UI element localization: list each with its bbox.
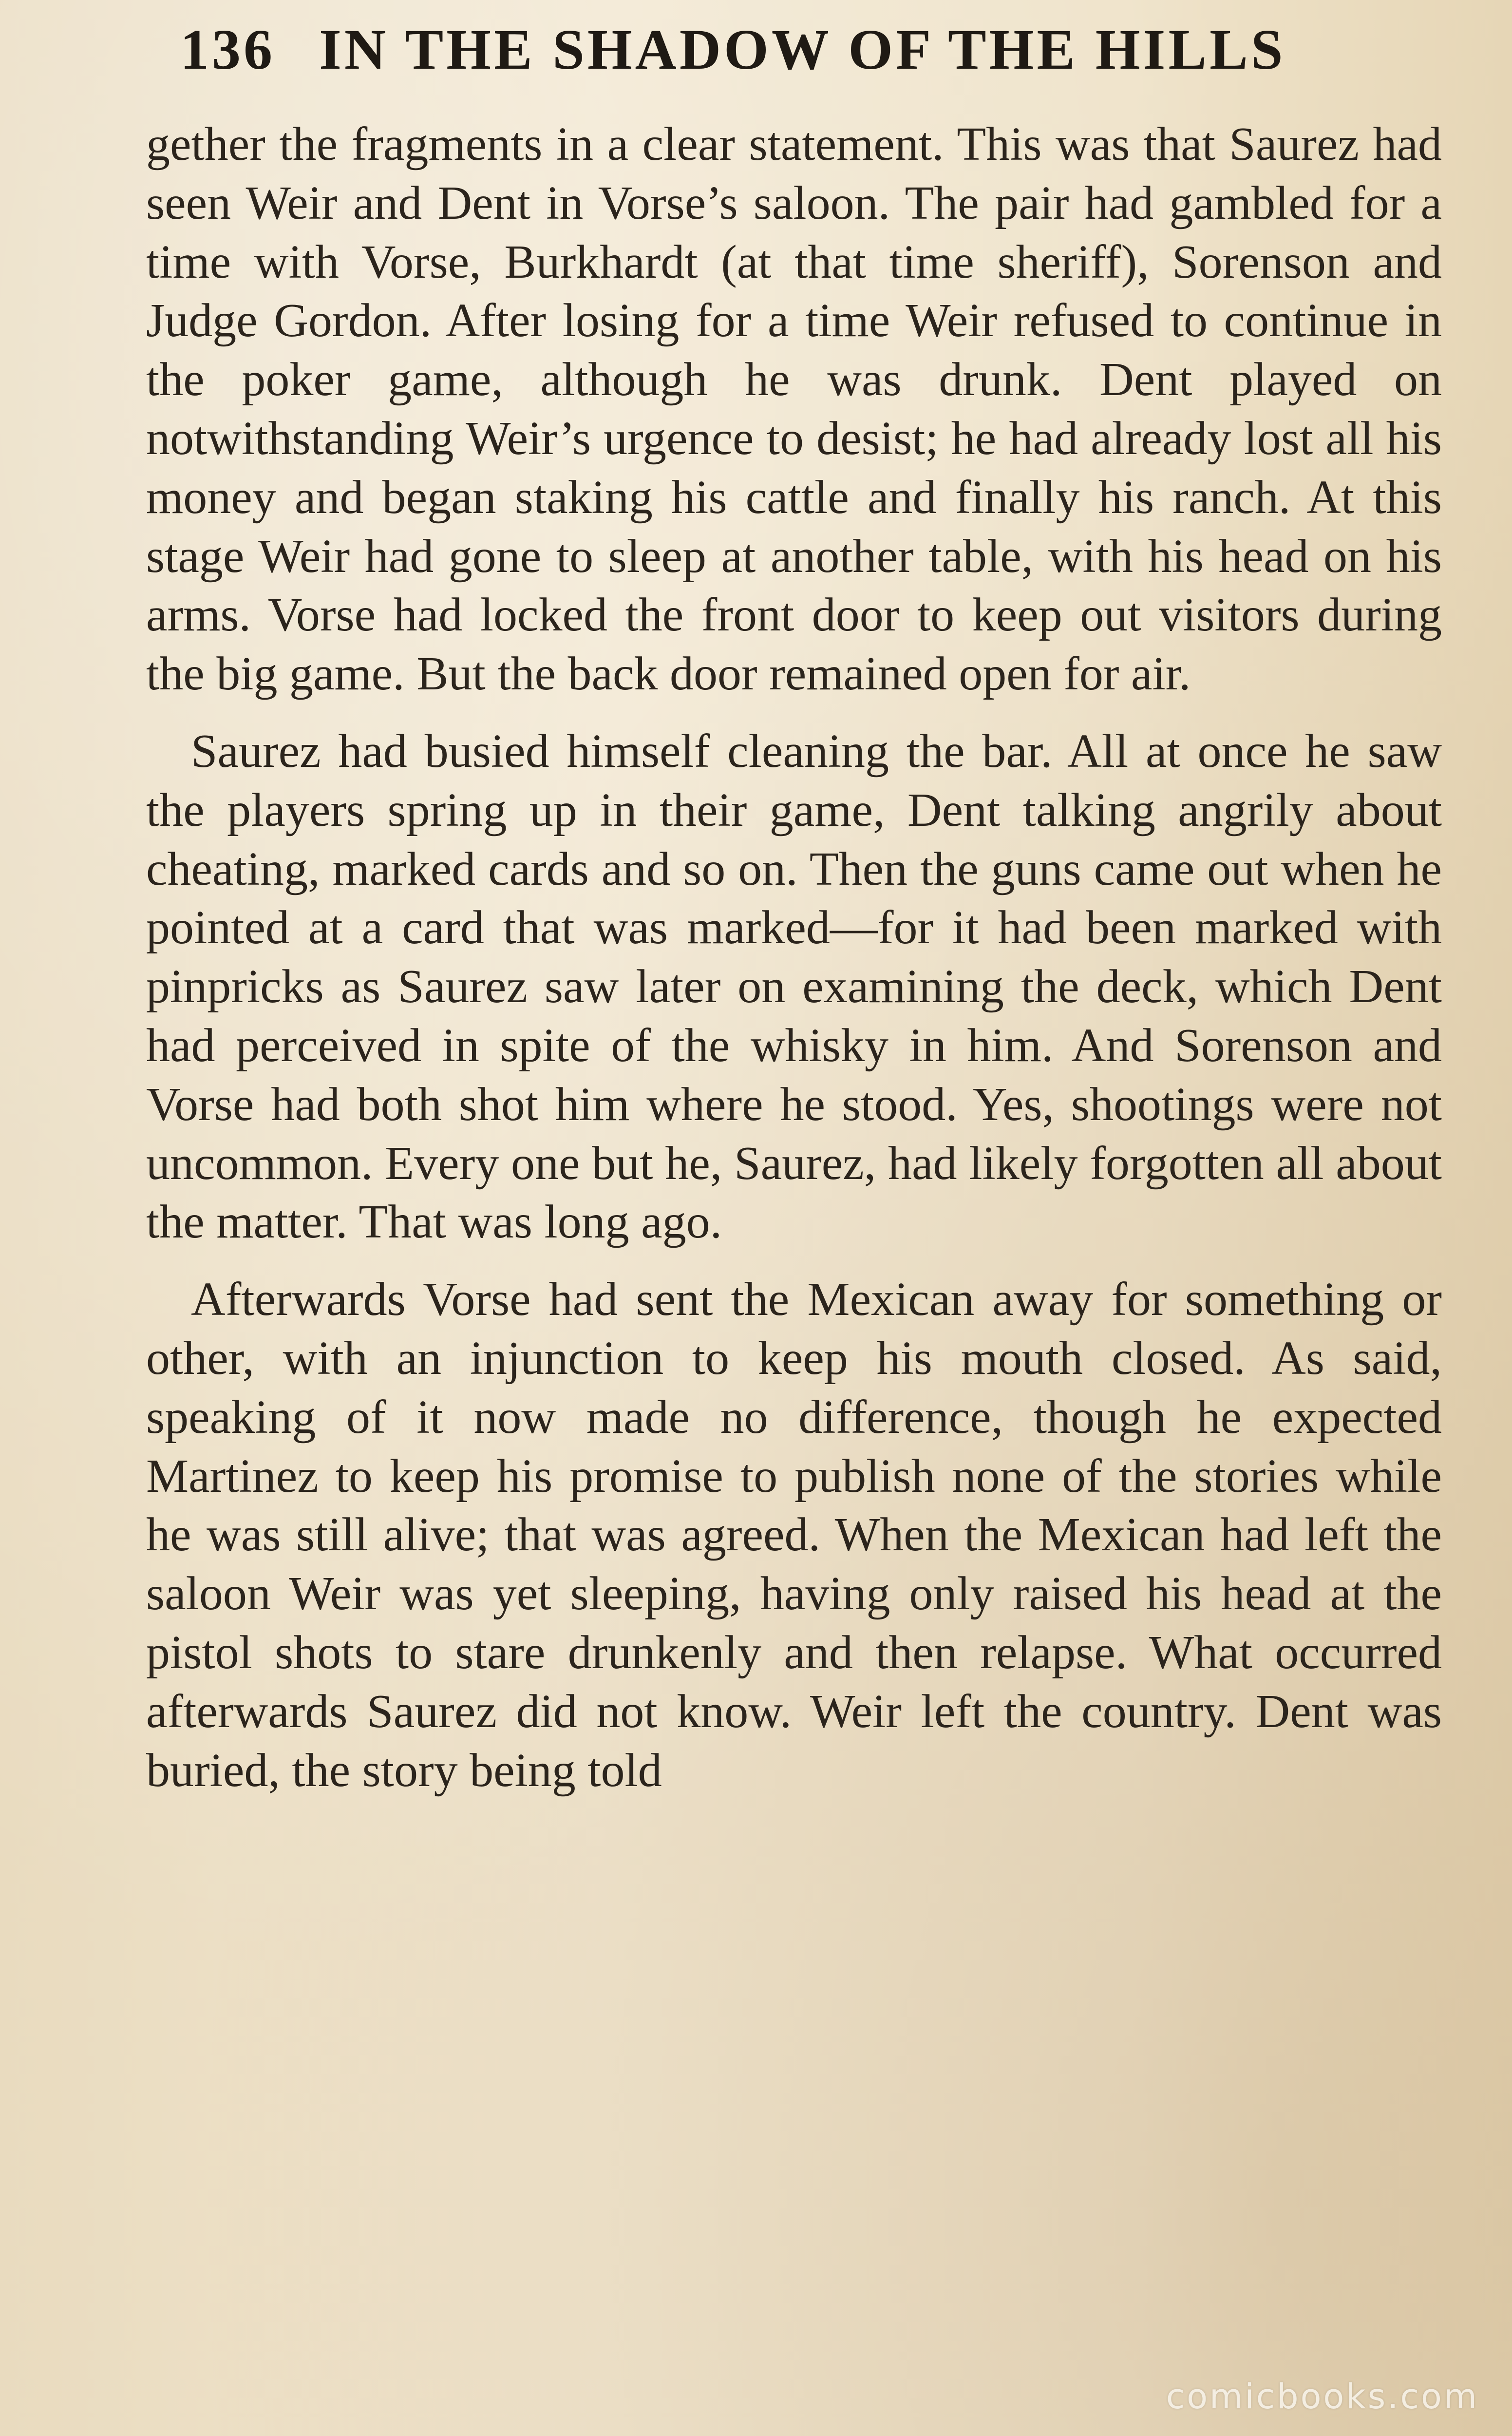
watermark: comicbooks.com xyxy=(1166,2377,1479,2417)
page-header xyxy=(180,17,1447,90)
paragraph-3: Afterwards Vorse had sent the Mexican away for something or other, with an injunction to keep his mouth closed. As said, speaking of it now made no difference, though he expected Martinez to keep his promise to publish none of the stories while he was still alive; that was agreed. When the Mexican had left the saloon Weir was yet sleeping, having only raised his head at the pistol shots to stare drunkenly and then relapse. What occurred afterwards Saurez did not know. Weir left the country. Dent was buried, the story being told xyxy=(146,1273,1442,1797)
paragraph-2: Saurez had busied himself cleaning the bar. All at once he saw the players spring up in their game, Dent talking angrily about cheating, marked cards and so on. Then the guns came out when he pointed at a card that was marked—for it had been marked with pinpricks as Saurez saw later on examining the deck, which Dent had perceived in spite of the whisky in him. And Sorenson and Vorse had both shot him where he stood. Yes, shootings were not uncommon. Every one but he, Saurez, had likely forgotten all about the matter. That was long ago. xyxy=(146,724,1442,1249)
paragraph-1: gether the fragments in a clear statement. This was that Saurez had seen Weir and Dent in Vorse’s saloon. The pair had gambled for a time with Vorse, Burkhardt (at that time sheriff), Sorenson and Judge Gordon. After losing for a time Weir refused to continue in the poker game, although he was drunk. Dent played on notwithstanding Weir’s urgence to desist; he had already lost all his money and began staking his cattle and finally his ranch. At this stage Weir had gone to sleep at another table, with his head on his arms. Vorse had locked the front door to keep out visitors during the big game. But the back door remained open for air. xyxy=(146,118,1442,701)
page-number: 136 xyxy=(180,18,275,81)
running-head: IN THE SHADOW OF THE HILLS xyxy=(319,18,1286,81)
body-text xyxy=(146,115,1442,1800)
